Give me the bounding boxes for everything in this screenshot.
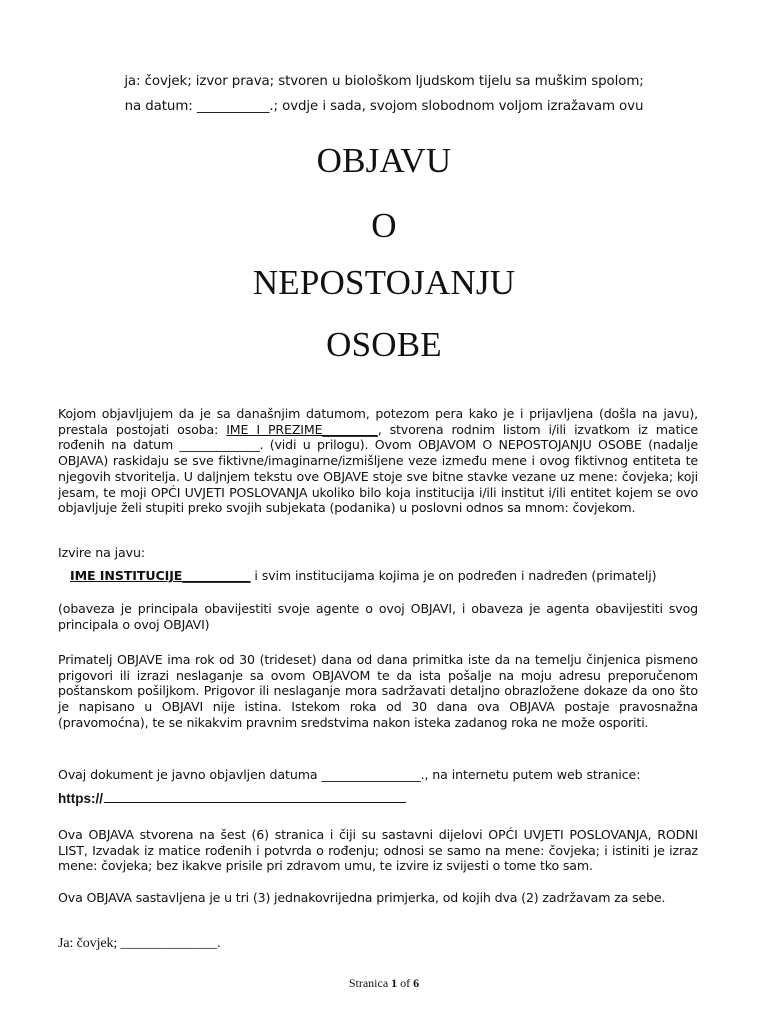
footer-total-pages: 6 <box>413 976 420 990</box>
institution-blank: ___________ <box>182 568 251 583</box>
institution-name-field: IME INSTITUCIJE <box>70 568 183 583</box>
intro-text-pre: Kojom objavljujem da je sa današnjim datumom, potezom pera kako je i prijavljena (došla na javu), prestala postojati osoba: <box>58 406 698 437</box>
footer-of: of <box>397 976 414 990</box>
header-line-2: na datum: ___________.; ovdje i sada, svojom slobodnom voljom izražavam ovu <box>124 99 644 114</box>
izvire-label: Izvire na javu: <box>58 545 146 560</box>
intro-paragraph <box>58 406 698 516</box>
intro-text-post: , stvorena rodnim listom i/ili izvatkom iz matice rođenih na datum _____________. (vidi u prilogu). Ovom OBJAVOM O NEPOSTOJANJU OSOBE (nadalje OBJAVA) raskidaju se sve fiktivne/imaginarne/izmišljene veze između mene i ovog fiktivnog entiteta te njegovih stvoritelja. U daljnjem tekstu ove OBJAVE stoje sve bitne stavke vezane uz mene: čovjeka; koji jesam, te moji OPĆI UVJETI POSLOVANJA ukoliko bilo koja institucija i/ili institut i/ili entitet kojem se ovo objavljuje želi stupiti preko svojih subjekata (podanika) u poslovni odnos sa mnom: čovjekom. <box>58 421 698 516</box>
title-line-o: O <box>371 206 397 245</box>
header-line-1: ja: čovjek; izvor prava; stvoren u biološkom ljudskom tijelu sa muškim spolom; <box>124 74 644 89</box>
person-name-field: IME I PREZIME_________ <box>226 421 378 437</box>
url-prefix: https:// <box>58 791 103 806</box>
recipient-deadline-paragraph: Primatelj OBJAVE ima rok od 30 (trideset) dana od dana primitka iste da na temelju činjenica pismeno prigovori ili izrazi neslaganje sa ovom OBJAVOM te da ista pošalje na moju adresu preporučenom poštanskom pošiljkom. Prigovor ili neslaganje mora sadržavati detaljno obrazložene dokaze da ono što je napisano u OBJAVI nije istina. Istekom roka od 30 dana ova OBJAVA postaje pravosnažna (pravomoćna), te se nikakvim pravnim sredstvima nakon isteka zadanog roka ne može osporiti. <box>58 652 698 730</box>
institution-line <box>70 568 656 583</box>
title-line-nepostojanju: NEPOSTOJANJU <box>252 263 516 302</box>
obligation-paragraph: (obaveza je principala obavijestiti svoje agente o ovoj OBJAVI, i obaveza je agenta obavijestiti svog principala o ovoj OBJAVI) <box>58 601 698 632</box>
footer-prefix: Stranica <box>348 976 392 990</box>
six-pages-paragraph: Ova OBJAVA stvorena na šest (6) stranica i čiji su sastavni dijelovi OPĆI UVJETI POSLOVANJA, RODNI LIST, Izvadak iz matice rođenih i potvrda o rođenju; odnosi se samo na mene: čovjeka; i istiniti je izraz mene: čovjeka; bez ikakve prisile pri zdravom umu, te izvire iz svijesti o tome tko sam. <box>58 827 698 874</box>
title-line-objavu: OBJAVU <box>316 141 452 180</box>
institution-rest: i svim institucijama kojima je on podređen i nadređen (primatelj) <box>250 568 657 583</box>
url-blank <box>104 789 406 803</box>
footer-current-page: 1 <box>391 976 398 990</box>
title-line-osobe: OSOBE <box>326 325 442 364</box>
signature-line: Ja: čovjek; ______________. <box>58 936 221 951</box>
copies-paragraph: Ova OBJAVA sastavljena je u tri (3) jednakovrijedna primjerka, od kojih dva (2) zadržavam za sebe. <box>58 890 666 905</box>
url-line <box>58 789 406 806</box>
page-footer <box>0 976 768 991</box>
published-date-line: Ovaj dokument je javno objavljen datuma ________________., na internetu putem web stranice: <box>58 767 641 782</box>
